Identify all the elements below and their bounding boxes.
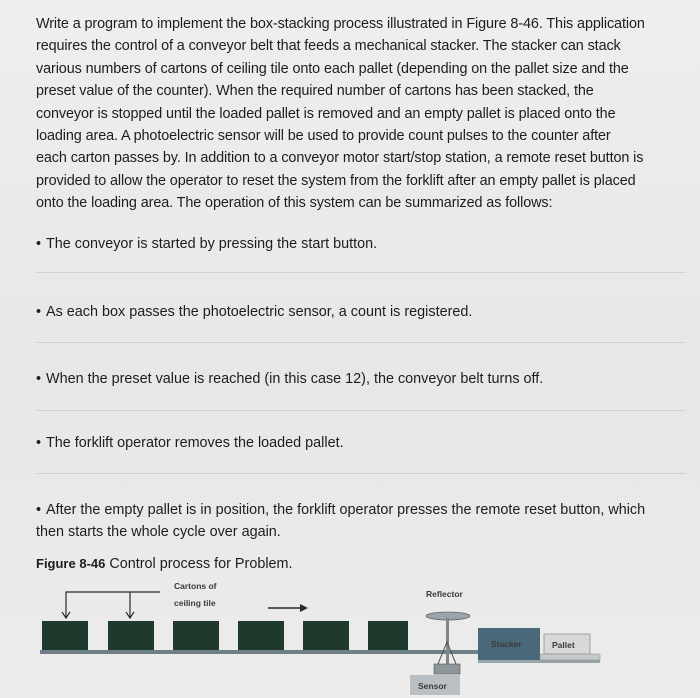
carton bbox=[108, 621, 154, 650]
figure-caption-text: Control process for Problem. bbox=[109, 556, 293, 572]
bullet-text: The conveyor is started by pressing the start button. bbox=[46, 236, 378, 252]
carton bbox=[368, 621, 408, 650]
stacker-label: Stacker bbox=[491, 639, 522, 649]
intro-line: each carton passes by. In addition to a conveyor motor start/stop station, a remote reset button is bbox=[36, 150, 644, 167]
cartons-label: Cartons of bbox=[174, 581, 217, 591]
bullet-dot: • bbox=[36, 371, 42, 387]
pallet-label: Pallet bbox=[552, 640, 575, 650]
bullet-item bbox=[36, 499, 676, 543]
bullet-dot: • bbox=[36, 502, 42, 518]
carton bbox=[238, 621, 284, 650]
sensor-label: Sensor bbox=[418, 681, 447, 691]
bullet-item bbox=[36, 233, 377, 255]
stacking-process-diagram bbox=[0, 572, 700, 698]
intro-line: Write a program to implement the box-stacking process illustrated in Figure 8-46. This application bbox=[36, 16, 645, 32]
carton bbox=[42, 621, 88, 650]
bullet-dot: • bbox=[36, 304, 42, 320]
pallet-platform bbox=[540, 654, 600, 660]
bullet-text: After the empty pallet is in position, the forklift operator presses the remote reset button, which then starts the whole cycle over again. bbox=[36, 502, 646, 540]
intro-line: preset value of the counter). When the required number of cartons has been stacked, the bbox=[36, 83, 594, 100]
bullet-dot: • bbox=[36, 435, 42, 451]
bullet-dot: • bbox=[36, 236, 42, 252]
conveyor-belt bbox=[40, 650, 510, 654]
divider bbox=[36, 272, 686, 273]
bullet-text: When the preset value is reached (in this case 12), the conveyor belt turns off. bbox=[46, 371, 544, 387]
bullet-text: The forklift operator removes the loaded pallet. bbox=[46, 435, 344, 451]
intro-line: loading area. A photoelectric sensor will be used to provide count pulses to the counter after bbox=[36, 128, 611, 145]
carton bbox=[173, 621, 219, 650]
figure-label: Figure 8-46 bbox=[36, 556, 106, 571]
intro-line: requires the control of a conveyor belt that feeds a mechanical stacker. The stacker can stack bbox=[36, 38, 621, 55]
reflector-label: Reflector bbox=[426, 589, 463, 599]
intro-line: conveyor is stopped until the loaded pallet is removed and an empty pallet is placed onto the bbox=[36, 105, 616, 122]
intro-line: various numbers of cartons of ceiling tile onto each pallet (depending on the pallet size and the bbox=[36, 60, 629, 77]
carton bbox=[303, 621, 349, 650]
bullet-item bbox=[36, 301, 472, 323]
direction-arrowhead-icon bbox=[300, 604, 308, 612]
divider bbox=[36, 342, 686, 343]
bullet-item bbox=[36, 432, 344, 454]
intro-line: provided to allow the operator to reset the system from the forklift after an empty pallet is placed bbox=[36, 172, 636, 189]
figure-caption bbox=[36, 556, 293, 572]
divider bbox=[36, 473, 686, 474]
problem-statement bbox=[36, 13, 686, 215]
feeder-bracket bbox=[66, 592, 160, 618]
intro-line: onto the loading area. The operation of this system can be summarized as follows: bbox=[36, 195, 553, 212]
bullet-item bbox=[36, 368, 543, 390]
cartons-label-line2: ceiling tile bbox=[174, 598, 216, 608]
pallet-base bbox=[478, 660, 600, 663]
bullet-text: As each box passes the photoelectric sensor, a count is registered. bbox=[46, 304, 473, 320]
divider bbox=[36, 410, 686, 411]
sensor-housing bbox=[434, 664, 460, 674]
